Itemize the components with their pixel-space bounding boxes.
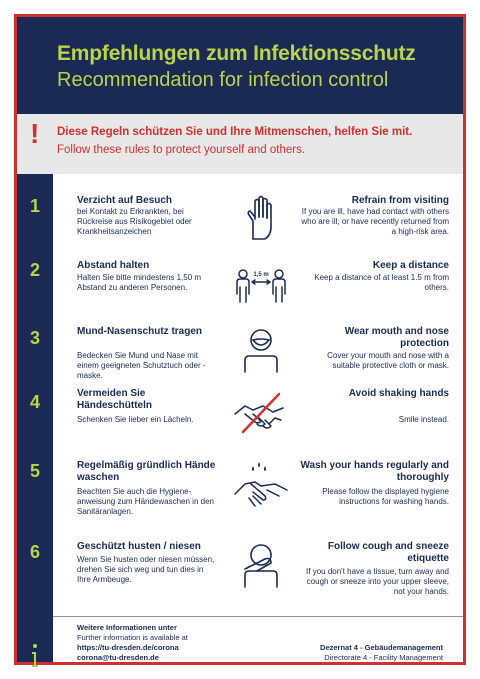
rule-body-german: Schenken Sie lieber ein Lächeln.: [77, 415, 194, 424]
rule-title-english: Keep a distance: [372, 260, 449, 271]
department-english: Directorate 4 - Facility Management: [324, 653, 443, 662]
more-info-english: Further information is available at: [77, 633, 188, 642]
rule-number: 4: [29, 392, 40, 412]
rule-title-german: Abstand halten: [77, 260, 150, 271]
rule-title-german: Geschützt husten / niesen: [77, 541, 201, 552]
rule-title-english: Follow cough and sneeze etiquette: [327, 541, 449, 564]
rule-body-english: Smile instead.: [398, 415, 449, 424]
face-mask-icon: [231, 326, 291, 376]
rule-body-english: If you are ill, have had contact with others who are ill, or have recently returned from a high-risk area.: [301, 207, 449, 236]
contact-email-link[interactable]: corona@tu-dresden.de: [77, 653, 159, 662]
exclamation-icon: !: [30, 118, 40, 149]
rule-body-english: Cover your mouth and nose with a suitable protective cloth or mask.: [327, 351, 449, 370]
more-info-german: Weitere Informationen unter: [77, 623, 177, 632]
header: [17, 17, 463, 114]
distance-people-icon: [231, 260, 291, 310]
number-sidebar: [17, 174, 53, 662]
rule-body-german: Wenn Sie husten oder niesen müssen, drehen Sie sich weg und tun dies in Ihre Armbeuge.: [77, 555, 215, 584]
rule-title-english: Refrain from visiting: [351, 195, 449, 206]
info-url-link[interactable]: https://tu-dresden.de/corona: [77, 643, 179, 652]
footer-divider: [53, 616, 463, 617]
rule-body-german: Beachten Sie auch die Hygiene-anweisung zum Händewaschen in den Sanitäranlagen.: [77, 487, 214, 516]
info-icon: [29, 643, 41, 669]
rule-title-german: Mund-Nasenschutz tragen: [77, 326, 203, 337]
rule-number: 3: [29, 328, 40, 348]
rule-body-english: Keep a distance of at least 1.5 m from others.: [314, 273, 449, 292]
warning-banner: [17, 114, 463, 174]
warning-text-german: Diese Regeln schützen Sie und Ihre Mitmenschen, helfen Sie mit.: [57, 126, 413, 138]
rule-number: 6: [29, 542, 40, 562]
hand-washing-icon: [231, 460, 291, 510]
rule-number: 5: [29, 461, 40, 481]
rule-title-english: Wear mouth and nose protection: [344, 326, 449, 349]
warning-text-english: Follow these rules to protect yourself and others.: [57, 144, 306, 156]
rule-body-english: Please follow the displayed hygiene instructions for washing hands.: [322, 487, 449, 506]
footer-department: [243, 643, 443, 663]
rule-body-english: If you don't have a tissue, turn away and cough or sneeze into your upper sleeve, not your hands.: [306, 567, 449, 596]
rule-title-english: Wash your hands regularly and thoroughly: [300, 460, 449, 483]
stop-hand-icon: [231, 195, 291, 245]
rule-body-german: bei Kontakt zu Erkrankten, bei Rückreise aus Risikogebiet oder Krankheitsanzeichen: [77, 207, 192, 236]
rule-title-german: Vermeiden Sie Händeschütteln: [77, 388, 153, 411]
rule-number: 1: [29, 196, 40, 216]
rule-title-german: Regelmäßig gründlich Hände waschen: [77, 460, 216, 483]
cough-elbow-icon: [231, 541, 291, 591]
department-german: Dezernat 4 - Gebäudemanagement: [320, 643, 443, 652]
rule-title-english: Avoid shaking hands: [348, 388, 449, 399]
title-german: Empfehlungen zum Infektionsschutz: [57, 42, 416, 65]
rule-title-german: Verzicht auf Besuch: [77, 195, 173, 206]
poster-frame: [14, 14, 466, 665]
rule-number: 2: [29, 260, 40, 280]
distance-label: 1,5 m: [253, 272, 269, 278]
title-english: Recommendation for infection control: [57, 69, 389, 91]
no-handshake-icon: [231, 388, 291, 438]
rule-body-german: Halten Sie bitte mindestens 1,50 m Abstand zu anderen Personen.: [77, 273, 202, 292]
rule-body-german: Bedecken Sie Mund und Nase mit einem geeigneten Schutztuch oder -maske.: [77, 351, 206, 380]
